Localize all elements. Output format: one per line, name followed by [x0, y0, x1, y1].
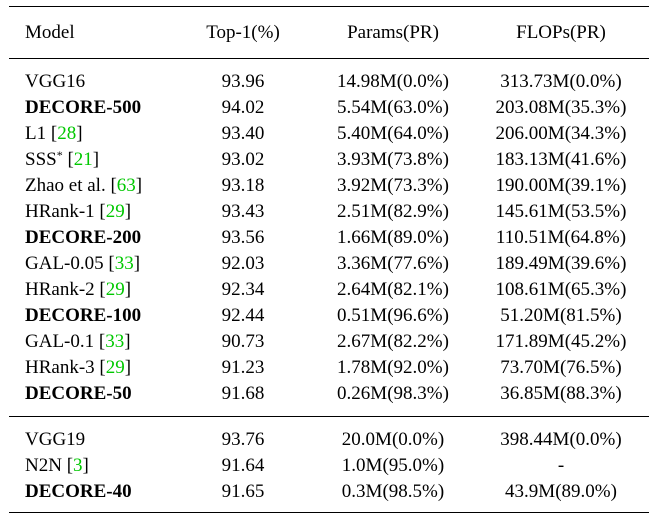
cell-model	[9, 355, 173, 381]
model-name: GAL-0.1	[25, 331, 95, 352]
table-row	[9, 225, 649, 251]
cell-model	[9, 329, 173, 355]
cell-model	[9, 225, 173, 251]
cell-params: 5.40M(64.0%)	[337, 123, 449, 144]
citation-bracket-close: ]	[133, 253, 141, 274]
citation-bracket-close: ]	[76, 123, 83, 144]
header-flops: FLOPs(PR)	[516, 22, 606, 43]
cell-model	[9, 59, 173, 95]
cell-flops: 206.00M(34.3%)	[495, 123, 627, 144]
citation-bracket-close: ]	[124, 357, 132, 378]
cell-top1: 92.44	[221, 305, 265, 326]
cell-params: 0.3M(98.5%)	[341, 480, 445, 502]
model-name: HRank-1	[25, 201, 95, 222]
cell-flops: 145.61M(53.5%)	[495, 201, 627, 222]
model-name: SSS	[25, 149, 57, 170]
model-name: DECORE-40	[25, 480, 132, 502]
cell-params: 20.0M(0.0%)	[341, 429, 445, 451]
header-model: Model	[25, 22, 75, 43]
citation-bracket-open: [	[98, 331, 106, 352]
cell-top1: 93.02	[221, 149, 265, 170]
cell-top1: 92.34	[221, 279, 265, 300]
cell-flops: 183.13M(41.6%)	[495, 149, 627, 170]
cell-flops: 43.9M(89.0%)	[505, 480, 617, 502]
cell-flops: 36.85M(88.3%)	[500, 382, 622, 404]
table-row	[9, 147, 649, 173]
table-row	[9, 329, 649, 355]
table-row	[9, 381, 649, 417]
results-table	[9, 6, 649, 513]
cell-flops: 73.70M(76.5%)	[500, 357, 622, 378]
table-row	[9, 479, 649, 513]
model-name: DECORE-200	[25, 227, 142, 248]
cell-params: 2.67M(82.2%)	[337, 331, 449, 352]
cell-params: 3.36M(77.6%)	[337, 253, 449, 274]
cell-flops: -	[557, 455, 565, 476]
citation-bracket-close: ]	[82, 455, 89, 476]
citation-bracket-open: [	[50, 123, 58, 144]
header-top1: Top-1(%)	[206, 22, 280, 43]
table-row	[9, 277, 649, 303]
cell-model	[9, 121, 173, 147]
cell-flops: 171.89M(45.2%)	[495, 331, 627, 352]
model-name: VGG19	[25, 429, 86, 451]
cell-flops: 398.44M(0.0%)	[500, 429, 622, 451]
citation-link[interactable]: 29	[105, 201, 125, 222]
citation-bracket-open: [	[110, 175, 117, 196]
model-name: HRank-3	[25, 357, 95, 378]
table-body-vgg19	[9, 417, 649, 513]
cell-top1: 91.68	[221, 382, 265, 404]
cell-model	[9, 199, 173, 225]
header-row	[9, 7, 649, 59]
cell-top1: 93.18	[221, 175, 265, 196]
table-header	[9, 7, 649, 59]
model-name: L1	[25, 123, 47, 144]
cell-params: 2.64M(82.1%)	[337, 279, 449, 300]
table-row	[9, 59, 649, 95]
citation-link[interactable]: 33	[114, 253, 134, 274]
cell-params: 5.54M(63.0%)	[337, 97, 449, 118]
cell-top1: 92.03	[221, 253, 265, 274]
cell-model	[9, 479, 173, 513]
table-row	[9, 95, 649, 121]
citation-link[interactable]: 21	[73, 149, 93, 170]
cell-top1: 91.23	[221, 357, 265, 378]
cell-flops: 189.49M(39.6%)	[495, 253, 627, 274]
cell-top1: 93.76	[221, 429, 265, 451]
table-row	[9, 417, 649, 453]
cell-params: 1.78M(92.0%)	[337, 357, 449, 378]
citation-link[interactable]: 28	[57, 123, 77, 144]
header-params: Params(PR)	[347, 22, 439, 43]
model-name: Zhao et al.	[25, 175, 106, 196]
cell-model	[9, 303, 173, 329]
citation-bracket-close: ]	[124, 331, 131, 352]
table-row	[9, 303, 649, 329]
citation-bracket-open: [	[108, 253, 115, 274]
cell-top1: 91.64	[221, 455, 265, 476]
citation-bracket-close: ]	[124, 201, 132, 222]
cell-model	[9, 277, 173, 303]
model-name: DECORE-100	[25, 305, 142, 326]
model-name: HRank-2	[25, 279, 95, 300]
cell-flops: 108.61M(65.3%)	[495, 279, 627, 300]
table-body-vgg16	[9, 59, 649, 417]
cell-model	[9, 173, 173, 199]
citation-bracket-open: [	[99, 357, 106, 378]
citation-bracket-close: ]	[92, 149, 100, 170]
model-name: DECORE-500	[25, 97, 142, 118]
cell-params: 1.0M(95.0%)	[341, 455, 445, 476]
citation-link[interactable]: 29	[105, 357, 125, 378]
cell-params: 0.51M(96.6%)	[337, 305, 449, 326]
cell-top1: 91.65	[221, 480, 265, 502]
model-name: N2N	[25, 455, 62, 476]
cell-top1: 93.56	[221, 227, 265, 248]
cell-params: 0.26M(98.3%)	[337, 382, 449, 404]
cell-params: 3.93M(73.8%)	[337, 149, 449, 170]
cell-flops: 313.73M(0.0%)	[500, 71, 622, 93]
citation-bracket-open: [	[66, 455, 74, 476]
citation-link[interactable]: 63	[116, 175, 136, 196]
table-row	[9, 355, 649, 381]
citation-bracket-open: [	[99, 201, 106, 222]
model-name: VGG16	[25, 71, 86, 93]
cell-model	[9, 381, 173, 417]
citation-link[interactable]: 33	[105, 331, 125, 352]
table-row	[9, 199, 649, 225]
model-superscript: *	[56, 148, 63, 162]
cell-model	[9, 95, 173, 121]
cell-top1: 93.40	[221, 123, 265, 144]
model-name: DECORE-50	[25, 382, 132, 404]
cell-params: 3.92M(73.3%)	[337, 175, 449, 196]
cell-top1: 94.02	[221, 97, 265, 118]
table-row	[9, 453, 649, 479]
cell-model	[9, 453, 173, 479]
citation-bracket-close: ]	[135, 175, 143, 196]
table-row	[9, 173, 649, 199]
citation-bracket-open: [	[67, 149, 74, 170]
cell-model	[9, 147, 173, 173]
cell-params: 1.66M(89.0%)	[337, 227, 449, 248]
cell-model	[9, 251, 173, 277]
citation-link[interactable]: 29	[105, 279, 125, 300]
cell-flops: 110.51M(64.8%)	[495, 227, 627, 248]
citation-link[interactable]: 3	[73, 455, 83, 476]
cell-params: 2.51M(82.9%)	[337, 201, 449, 222]
cell-flops: 51.20M(81.5%)	[500, 305, 622, 326]
citation-bracket-close: ]	[124, 279, 132, 300]
cell-top1: 93.43	[221, 201, 265, 222]
cell-top1: 93.96	[221, 71, 265, 93]
cell-flops: 203.08M(35.3%)	[495, 97, 627, 118]
table-row	[9, 121, 649, 147]
cell-model	[9, 417, 173, 453]
citation-bracket-open: [	[99, 279, 106, 300]
table-row	[9, 251, 649, 277]
cell-top1: 90.73	[221, 331, 265, 352]
cell-flops: 190.00M(39.1%)	[495, 175, 627, 196]
cell-params: 14.98M(0.0%)	[337, 71, 449, 93]
model-name: GAL-0.05	[25, 253, 104, 274]
